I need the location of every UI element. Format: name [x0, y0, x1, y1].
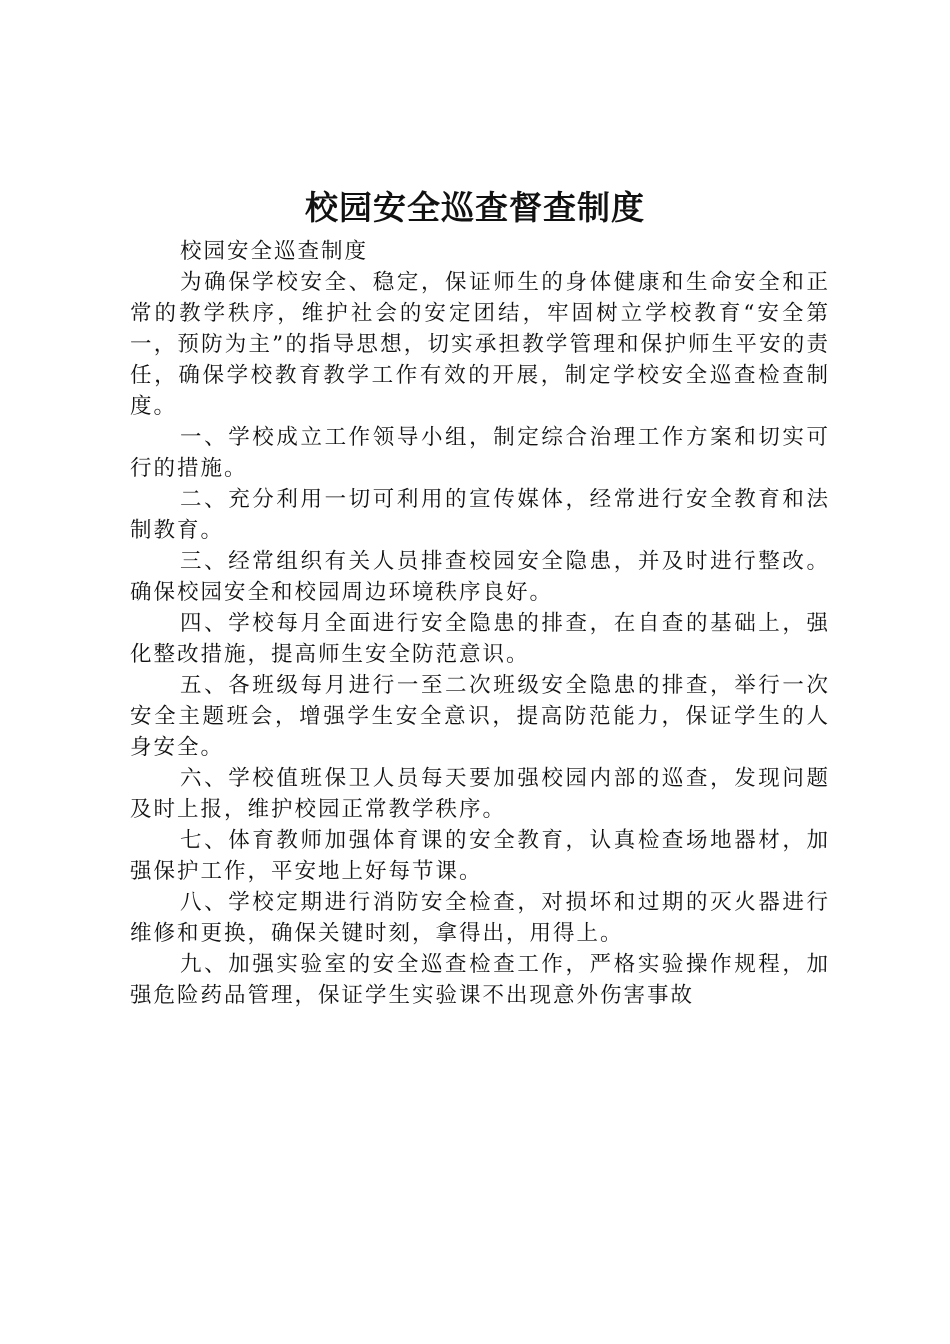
rule-item-6: 六、学校值班保卫人员每天要加强校园内部的巡查，发现问题及时上报，维护校园正常教学秩序。 [130, 766, 830, 822]
rule-item-9: 九、加强实验室的安全巡查检查工作，严格实验操作规程，加强危险药品管理，保证学生实验课不出现意外伤害事故 [130, 952, 830, 1008]
rule-item-3: 三、经常组织有关人员排查校园安全隐患，并及时进行整改。确保校园安全和校园周边环境秩序良好。 [130, 549, 830, 605]
rule-item-5: 五、各班级每月进行一至二次班级安全隐患的排查，举行一次安全主题班会，增强学生安全意识，提高防范能力，保证学生的人身安全。 [130, 673, 830, 760]
rule-item-4: 四、学校每月全面进行安全隐患的排查，在自查的基础上，强化整改措施，提高师生安全防范意识。 [130, 611, 830, 667]
rule-item-8: 八、学校定期进行消防安全检查，对损坏和过期的灭火器进行维修和更换，确保关键时刻，拿得出，用得上。 [130, 890, 830, 946]
rule-item-7: 七、体育教师加强体育课的安全教育，认真检查场地器材，加强保护工作，平安地上好每节课。 [130, 828, 830, 884]
subtitle-paragraph: 校园安全巡查制度 [180, 239, 369, 264]
intro-paragraph: 为确保学校安全、稳定，保证师生的身体健康和生命安全和正常的教学秩序，维护社会的安定团结，牢固树立学校教育“安全第一，预防为主”的指导思想，切实承担教学管理和保护师生平安的责任，确保学校教育教学工作有效的开展，制定学校安全巡查检查制度。 [130, 270, 830, 419]
document-body [130, 236, 830, 1011]
document-title: 校园安全巡查督查制度 [305, 188, 645, 227]
rule-item-2: 二、充分利用一切可利用的宣传媒体，经常进行安全教育和法制教育。 [130, 487, 830, 543]
rule-item-1: 一、学校成立工作领导小组，制定综合治理工作方案和切实可行的措施。 [130, 425, 830, 481]
